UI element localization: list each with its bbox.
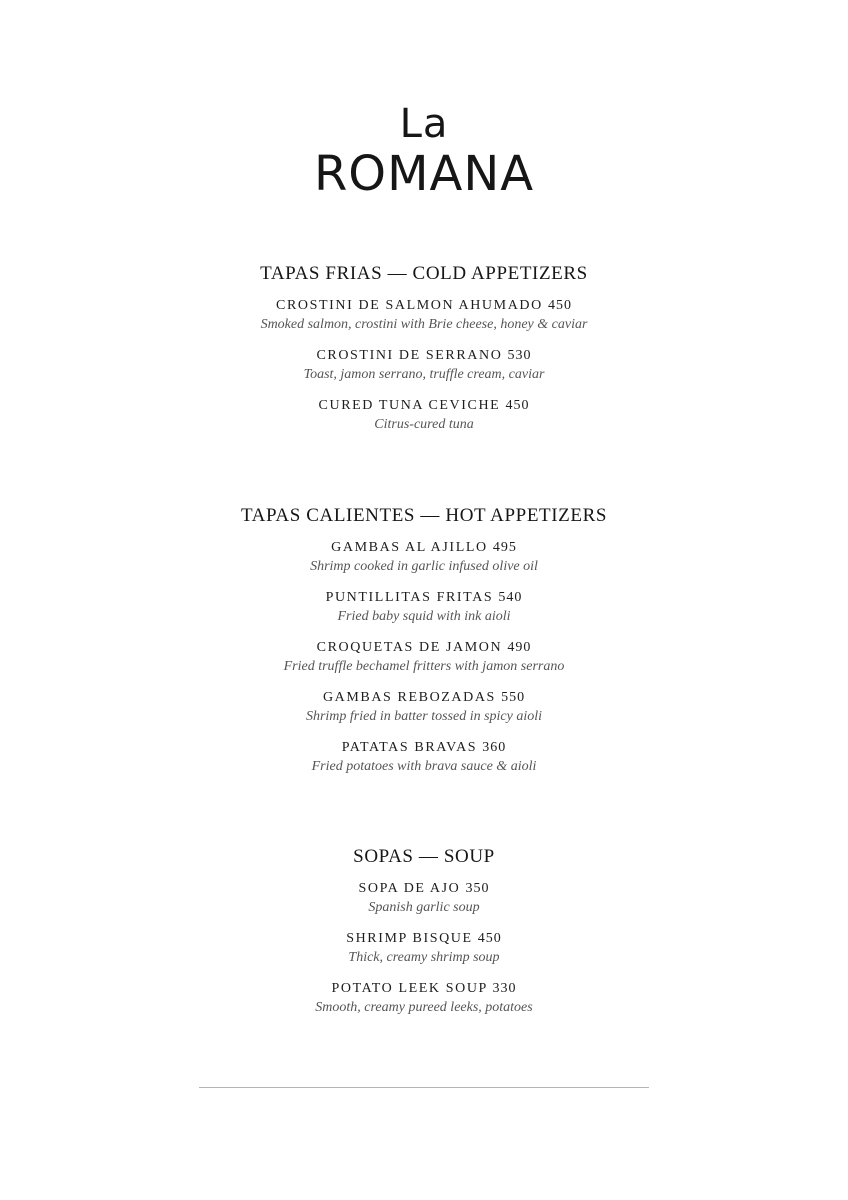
menu-item-price: 490 [507, 640, 532, 655]
menu-item [0, 539, 848, 576]
section-title: TAPAS CALIENTES — HOT APPETIZERS [240, 505, 608, 526]
menu-item [0, 880, 848, 917]
menu-item-name: GAMBAS AL AJILLO [331, 540, 488, 555]
menu-item-title [0, 689, 848, 707]
menu-item-description: Citrus-cured tuna [374, 417, 474, 432]
menu-item-title [0, 297, 848, 315]
menu-item-description: Smooth, creamy pureed leeks, potatoes [315, 1000, 533, 1015]
menu-item-title [0, 739, 848, 757]
menu-item-description: Toast, jamon serrano, truffle cream, caviar [303, 367, 545, 382]
brand-line-1: La [399, 101, 449, 147]
menu-item [0, 589, 848, 626]
menu-item-name: CURED TUNA CEVICHE [318, 398, 501, 413]
menu-item-description: Fried potatoes with brava sauce & aioli [311, 759, 537, 774]
menu-item-description: Smoked salmon, crostini with Brie cheese, honey & caviar [260, 317, 588, 332]
menu-item-price: 530 [507, 348, 532, 363]
menu-item-title [0, 397, 848, 415]
menu-item [0, 689, 848, 726]
menu-item-title [0, 930, 848, 948]
menu-item [0, 739, 848, 776]
menu-item-price: 450 [505, 398, 530, 413]
menu-item-price: 350 [465, 881, 490, 896]
section-soups [0, 845, 848, 1030]
menu-item-price: 540 [498, 590, 523, 605]
section-hot-appetizers [0, 504, 848, 789]
menu-item-price: 495 [492, 540, 517, 555]
menu-item-description: Spanish garlic soup [368, 900, 480, 915]
menu-item-title [0, 347, 848, 365]
footer-divider [199, 1087, 649, 1088]
menu-item-name: PATATAS BRAVAS [341, 740, 478, 755]
menu-item-description: Shrimp fried in batter tossed in spicy aioli [305, 709, 543, 724]
menu-item-description: Fried baby squid with ink aioli [337, 609, 511, 624]
menu-item [0, 930, 848, 967]
brand-line-2: ROMANA [313, 146, 535, 202]
menu-item-title [0, 980, 848, 998]
menu-item [0, 297, 848, 334]
menu-item-name: SHRIMP BISQUE [346, 931, 473, 946]
menu-item [0, 980, 848, 1017]
menu-item-title [0, 880, 848, 898]
menu-item-price: 330 [492, 981, 517, 996]
menu-item-title [0, 639, 848, 657]
menu-item-description: Thick, creamy shrimp soup [348, 950, 500, 965]
menu-item-description: Fried truffle bechamel fritters with jamon serrano [283, 659, 565, 674]
menu-item-name: GAMBAS REBOZADAS [322, 690, 496, 705]
section-title: TAPAS FRIAS — COLD APPETIZERS [260, 263, 588, 284]
section-cold-appetizers [0, 262, 848, 447]
menu-item-description: Shrimp cooked in garlic infused olive oil [310, 559, 538, 574]
menu-item-name: SOPA DE AJO [358, 881, 461, 896]
section-title: SOPAS — SOUP [353, 846, 495, 867]
menu-item-title [0, 589, 848, 607]
menu-item-price: 450 [547, 298, 572, 313]
menu-item-price: 450 [477, 931, 502, 946]
menu-item-price: 360 [482, 740, 507, 755]
menu-item [0, 347, 848, 384]
menu-item-name: CROSTINI DE SERRANO [316, 348, 503, 363]
menu-item-name: PUNTILLITAS FRITAS [325, 590, 494, 605]
menu-item [0, 639, 848, 676]
menu-item-name: POTATO LEEK SOUP [331, 981, 488, 996]
menu-item-price: 550 [501, 690, 526, 705]
menu-item-name: CROSTINI DE SALMON AHUMADO [276, 298, 543, 313]
menu-item-name: CROQUETAS DE JAMON [316, 640, 503, 655]
menu-item-title [0, 539, 848, 557]
menu-item [0, 397, 848, 434]
